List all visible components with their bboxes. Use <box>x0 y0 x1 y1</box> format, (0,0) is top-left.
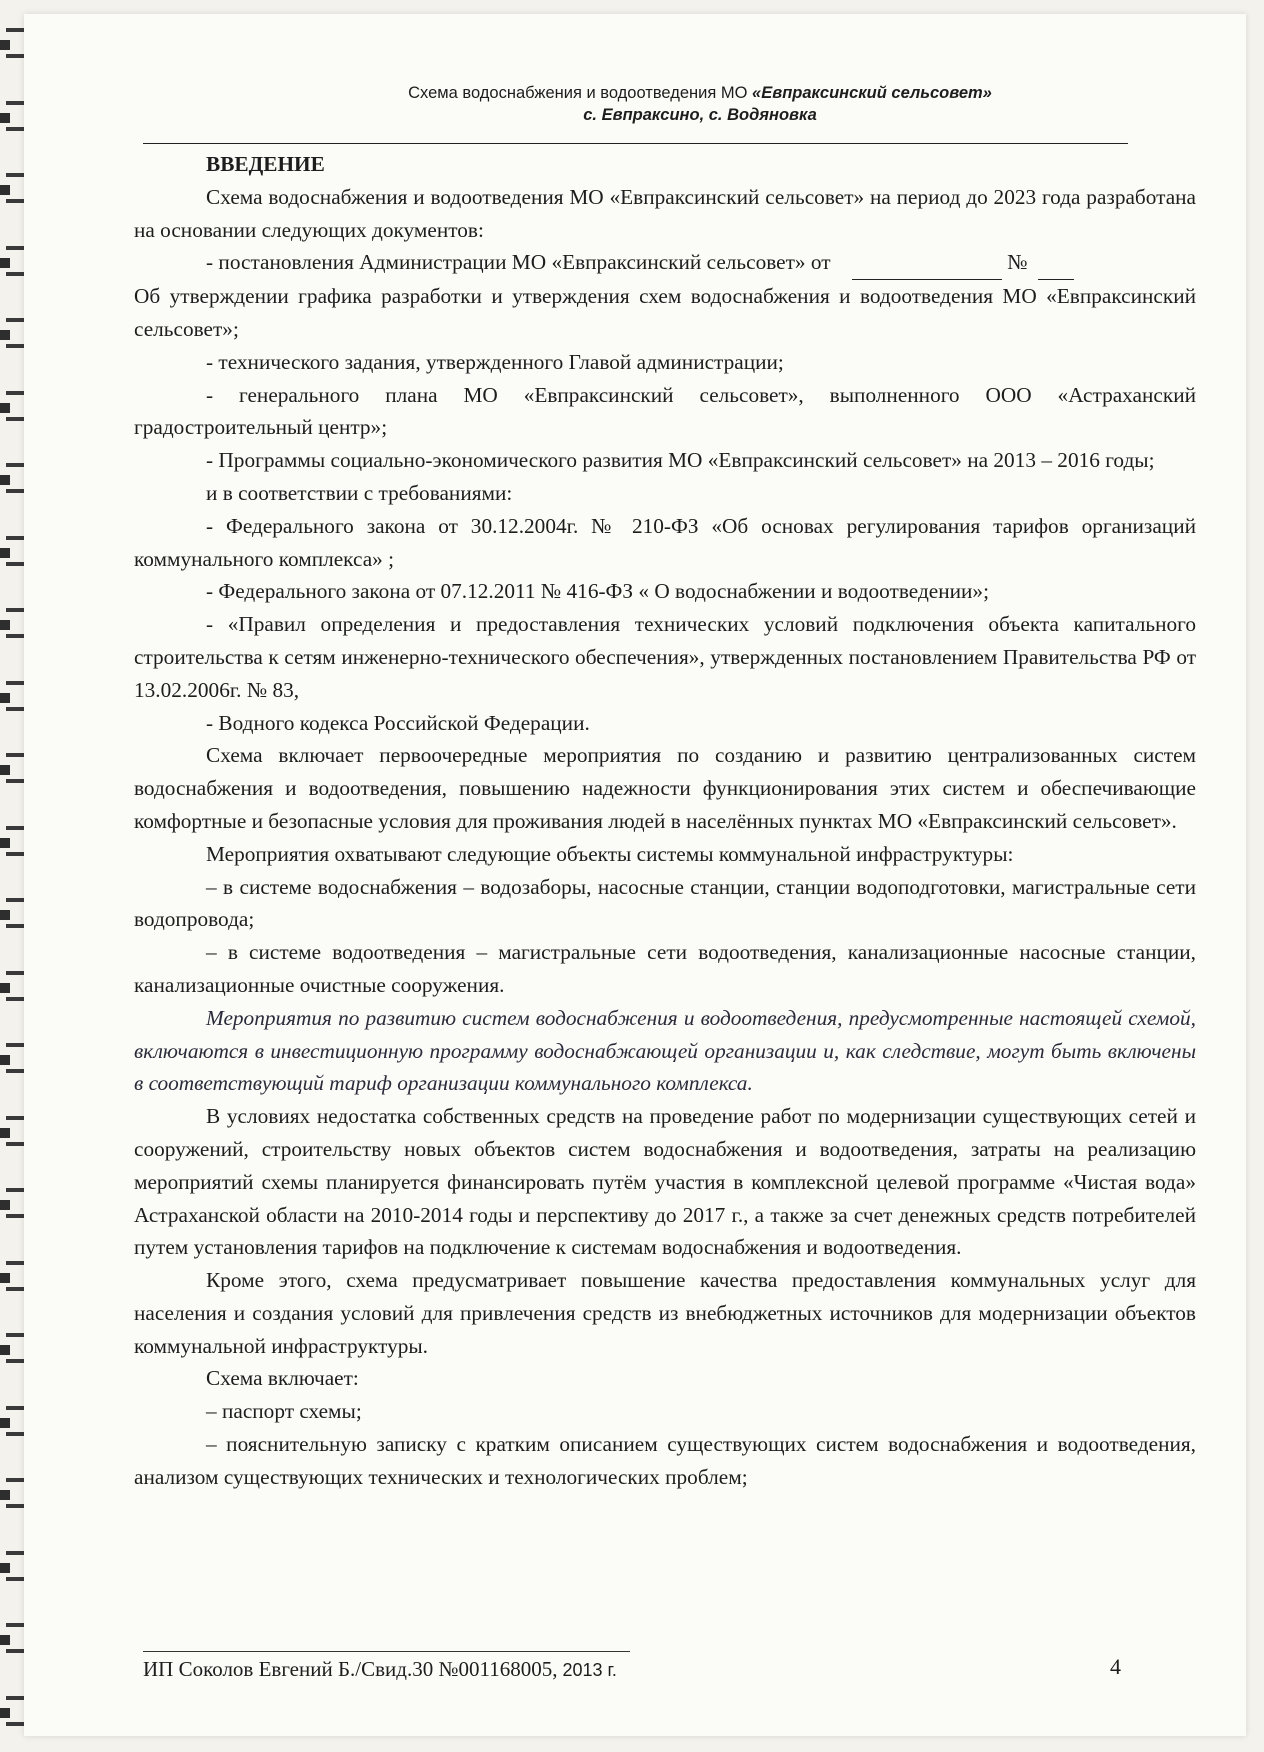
number-sign: № <box>1007 250 1028 275</box>
paragraph-resolution <box>134 246 1196 345</box>
resolution-title: Об утверждении графика разработки и утверждения схем водоснабжения и водоотведения МО «Евпраксинский сельсовет»; <box>134 284 1196 341</box>
footer-author: ИП Соколов Евгений Б./Свид.30 №001168005, <box>143 1657 558 1681</box>
paragraph: Кроме этого, схема предусматривает повышение качества предоставления коммунальных услуг для населения и создания условий для привлечения средств из внебюджетных источников для модернизации объектов коммунальной инфраструктуры. <box>134 1268 1196 1358</box>
paragraph: Схема водоснабжения и водоотведения МО «Евпраксинский сельсовет» на период до 2023 года разработана на основании следующих документов: <box>134 184 1196 242</box>
paragraph: – в системе водоотведения – магистральные сети водоотведения, канализационные насосные станции, канализационные очистные сооружения. <box>134 940 1196 997</box>
date-blank <box>852 246 1002 280</box>
header-villages: с. Евпраксино, с. Водяновка <box>583 106 817 124</box>
paragraph: и в соответствии с требованиями: <box>206 480 513 505</box>
header-municipality: «Евпраксинский сельсовет» <box>752 84 992 102</box>
document-body <box>134 148 1196 1494</box>
paragraph: Схема включает: <box>206 1366 359 1391</box>
paragraph: - Водного кодекса Российской Федерации. <box>206 710 590 735</box>
paragraph: – паспорт схемы; <box>206 1399 362 1424</box>
paragraph: - Федерального закона от 07.12.2011 № 416-ФЗ « О водоснабжении и водоотведении»; <box>206 579 989 604</box>
paragraph: В условиях недостатка собственных средств на проведение работ по модернизации существующих сетей и сооружений, строительству новых объектов систем водоснабжения и водоотведения, затраты на реализацию мероприятий схемы планируется финансировать путём участия в комплексной целевой программе «Чистая вода» Астраханской области на 2010-2014 годы и перспективу до 2017 г., а также за счет денежных средств потребителей путем установления тарифов на подключение к системам водоснабжения и водоотведения. <box>134 1104 1196 1260</box>
section-heading: ВВЕДЕНИЕ <box>206 152 325 176</box>
header-line-1 <box>250 82 1150 104</box>
paragraph: - Программы социально-экономического развития МО «Евпраксинский сельсовет» на 2013 – 2016 годы; <box>206 448 1155 473</box>
paragraph: - технического задания, утвержденного Главой администрации; <box>206 349 784 374</box>
footer-year: 2013 г. <box>557 1660 617 1680</box>
paragraph: Схема включает первоочередные мероприятия по созданию и развитию централизованных систем водоснабжения и водоотведения, повышению надежности функционирования этих систем и обеспечивающие комфортные и безопасные условия для проживания людей в населённых пунктах МО «Евпраксинский сельсовет». <box>134 743 1196 833</box>
resolution-text: - постановления Администрации МО «Евпраксинский сельсовет» от <box>206 250 831 275</box>
header-divider <box>143 143 1128 144</box>
footer-divider <box>143 1651 630 1652</box>
paragraph-italic: Мероприятия по развитию систем водоснабжения и водоотведения, предусмотренные настоящей схемой, включаются в инвестиционную программу водоснабжающей организации и, как следствие, могут быть включены в соответствующий тариф организации коммунального комплекса. <box>134 1005 1196 1096</box>
paragraph: - Федерального закона от 30.12.2004г. № 210-ФЗ «Об основах регулирования тарифов организаций коммунального комплекса» ; <box>134 513 1196 571</box>
paragraph: - «Правил определения и предоставления технических условий подключения объекта капитального строительства к сетям инженерно-технического обеспечения», утвержденных постановлением Правительства РФ от 13.02.2006г. № 83, <box>134 612 1196 702</box>
page-footer <box>143 1657 617 1682</box>
number-blank <box>1038 246 1074 280</box>
page-number: 4 <box>1110 1654 1121 1679</box>
paragraph: Мероприятия охватывают следующие объекты системы коммунальной инфраструктуры: <box>206 841 1014 866</box>
paragraph: – в системе водоснабжения – водозаборы, насосные станции, станции водоподготовки, магистральные сети водопровода; <box>134 874 1196 932</box>
paragraph: – пояснительную записку с кратким описанием существующих систем водоснабжения и водоотведения, анализом существующих технических и технологических проблем; <box>134 1432 1196 1489</box>
paragraph: - генерального плана МО «Евпраксинский сельсовет», выполненного ООО «Астраханский градостроительный центр»; <box>134 382 1196 440</box>
header-title: Схема водоснабжения и водоотведения МО <box>408 84 753 102</box>
